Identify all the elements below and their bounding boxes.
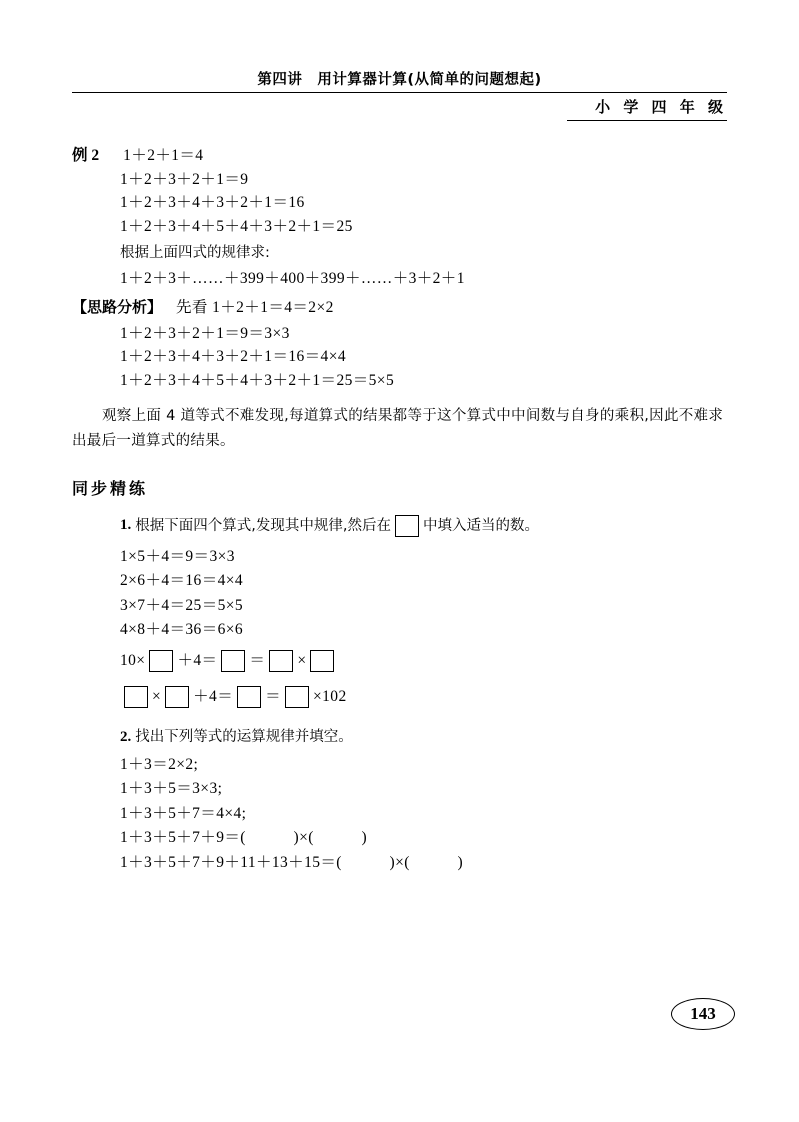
q2-line-2-row — [72, 781, 727, 797]
question-2-text: 找出下列等式的运算规律并填空。 — [135, 729, 353, 745]
example-line-4-row — [72, 219, 727, 235]
q2-line-5: 1＋3＋5＋7＋9＋11＋13＋15＝( )×( ) — [120, 853, 464, 871]
analysis-line-4-row — [72, 373, 727, 389]
q2-line-3: 1＋3＋5＋7＝4×4; — [120, 804, 247, 822]
q1-fill1-eq: ＝ — [249, 652, 266, 669]
q2-line-2: 1＋3＋5＝3×3; — [120, 780, 223, 798]
q1-fill1-mid: ＋4＝ — [177, 652, 218, 669]
example-line-2-row — [72, 172, 727, 188]
analysis-line-4: 1＋2＋3＋4＋5＋4＋3＋2＋1＝25＝5×5 — [120, 371, 395, 389]
example-label: 例 2 — [72, 147, 100, 164]
q1-line-3-row — [72, 598, 727, 614]
analysis-first-row — [72, 300, 727, 316]
answer-blank-box[interactable] — [310, 650, 334, 672]
analysis-line-3: 1＋2＋3＋4＋3＋2＋1＝16＝4×4 — [120, 348, 346, 365]
q1-line-2: 2×6＋4＝16＝4×4 — [120, 572, 244, 590]
q1-fill-row-2 — [72, 686, 727, 708]
grade-label: 小 学 四 年 级 — [595, 98, 727, 116]
analysis-line-2: 1＋2＋3＋2＋1＝9＝3×3 — [120, 324, 290, 342]
q2-line-1-row — [72, 757, 727, 773]
q2-line-3-row — [72, 806, 727, 822]
page-number-badge: 143 — [671, 998, 735, 1030]
q1-fill2-mid: ＋4＝ — [193, 688, 234, 705]
example-target-row — [72, 271, 727, 287]
header-divider — [72, 92, 727, 93]
q2-line-5-row — [72, 855, 727, 871]
q1-line-1: 1×5＋4＝9＝3×3 — [120, 547, 235, 565]
q1-fill1-prefix: 10× — [120, 652, 146, 669]
question-1-text-after: 中填入适当的数。 — [422, 517, 539, 534]
answer-blank-box[interactable] — [269, 650, 293, 672]
answer-blank-box[interactable] — [124, 686, 148, 708]
answer-blank-box[interactable] — [395, 515, 419, 537]
q1-line-1-row — [72, 549, 727, 565]
question-1-number: 1. — [120, 517, 132, 534]
q1-line-2-row — [72, 573, 727, 589]
page-title: 第四讲 用计算器计算(从简单的问题想起) — [257, 72, 542, 88]
example-line-1: 1＋2＋1＝4 — [123, 147, 204, 164]
analysis-label: 【思路分析】 — [72, 298, 163, 316]
q1-line-4: 4×8＋4＝36＝6×6 — [120, 621, 244, 639]
analysis-line-1: 先看 1＋2＋1＝4＝2×2 — [176, 299, 334, 316]
question-1-prompt — [72, 515, 727, 537]
q1-fill2-eq: ＝ — [265, 688, 282, 705]
q2-line-4-row — [72, 830, 727, 846]
grade-underline — [567, 120, 727, 121]
example-line-3-row — [72, 195, 727, 211]
q1-fill2-times1: × — [152, 688, 162, 705]
page-header — [72, 68, 727, 116]
example-line-4: 1＋2＋3＋4＋5＋4＋3＋2＋1＝25 — [120, 217, 353, 235]
q1-fill2-suffix: ×102 — [313, 688, 347, 705]
q1-fill1-times: × — [297, 652, 307, 669]
page-content — [72, 148, 727, 879]
example-first-line — [72, 148, 727, 164]
analysis-paragraph: 观察上面 4 道等式不难发现,每道算式的结果都等于这个算式中中间数与自身的乘积,因此不难求出最后一道算式的结果。 — [72, 408, 724, 450]
answer-blank-box[interactable] — [165, 686, 189, 708]
practice-heading: 同步精练 — [72, 478, 149, 498]
answer-blank-box[interactable] — [237, 686, 261, 708]
example-line-3: 1＋2＋3＋4＋3＋2＋1＝16 — [120, 194, 305, 211]
answer-blank-box[interactable] — [285, 686, 309, 708]
question-2-prompt — [72, 730, 727, 745]
q2-line-1: 1＋3＝2×2; — [120, 755, 199, 773]
example-prompt: 根据上面四式的规律求: — [120, 245, 270, 261]
question-1-text-before: 根据下面四个算式,发现其中规律,然后在 — [135, 517, 391, 534]
example-line-2: 1＋2＋3＋2＋1＝9 — [120, 170, 249, 188]
q1-line-4-row — [72, 622, 727, 638]
answer-blank-box[interactable] — [149, 650, 173, 672]
q2-line-4: 1＋3＋5＋7＋9＝( )×( ) — [120, 829, 368, 847]
example-target: 1＋2＋3＋……＋399＋400＋399＋……＋3＋2＋1 — [120, 269, 465, 287]
answer-blank-box[interactable] — [221, 650, 245, 672]
analysis-line-3-row — [72, 349, 727, 365]
analysis-line-2-row — [72, 326, 727, 342]
example-prompt-row — [72, 246, 727, 261]
q1-line-3: 3×7＋4＝25＝5×5 — [120, 596, 244, 614]
q1-fill-row-1 — [72, 650, 727, 672]
question-2-number: 2. — [120, 728, 132, 745]
